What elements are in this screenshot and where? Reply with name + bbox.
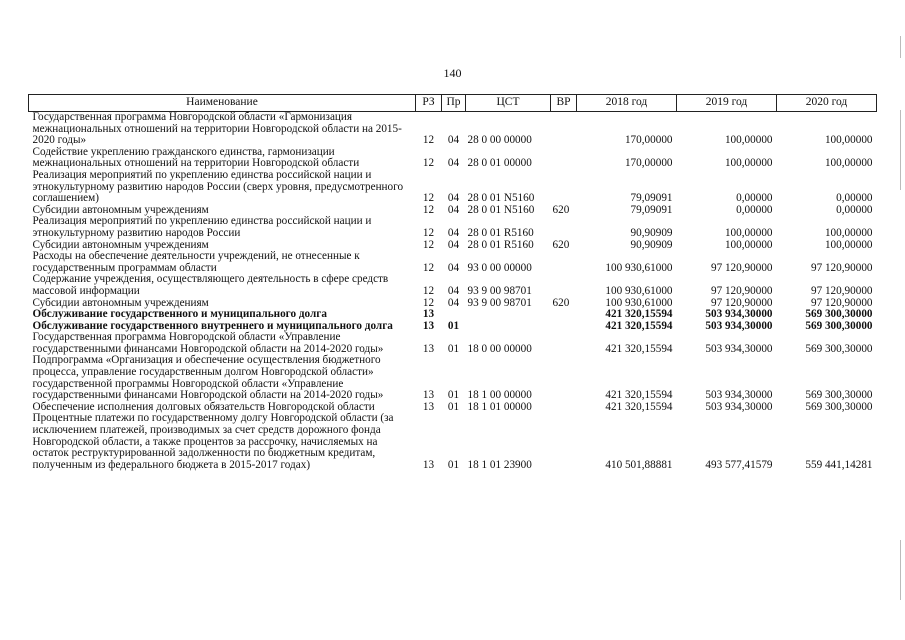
cell-y2020: 569 300,30000 xyxy=(805,389,873,402)
cell-y2019: 493 577,41579 xyxy=(705,458,773,471)
cell-y2018: 421 320,15594 xyxy=(605,389,673,402)
cell-rz: 13 xyxy=(422,458,435,471)
cell-y2018: 90,90909 xyxy=(630,238,673,251)
cell-y2019: 0,00000 xyxy=(736,192,773,205)
table-row xyxy=(29,309,877,321)
page-number: 140 xyxy=(443,66,462,80)
cell-y2019: 503 934,30000 xyxy=(705,400,773,413)
cell-y2018: 79,09091 xyxy=(630,192,673,205)
cell-pr xyxy=(442,309,466,321)
cell-pr: 04 xyxy=(447,157,460,170)
cell-y2018: 170,00000 xyxy=(624,157,673,170)
cell-pr: 04 xyxy=(447,238,460,251)
cell-rz: 13 xyxy=(422,389,435,402)
cell-pr: 01 xyxy=(447,458,460,471)
cell-cst: 28 0 01 R5160 xyxy=(467,238,534,251)
cell-pr: 04 xyxy=(447,284,460,297)
scan-mark xyxy=(900,36,901,58)
header-cst: ЦСТ xyxy=(466,95,551,112)
cell-cst: 28 0 01 R5160 xyxy=(467,226,534,239)
cell-name: Обеспечение исполнения долговых обязательств Новгородской области xyxy=(32,400,375,413)
cell-rz: 13 xyxy=(422,342,435,355)
cell-rz: 13 xyxy=(422,319,435,332)
cell-cst: 28 0 01 00000 xyxy=(467,157,532,170)
cell-name: Процентные платежи по государственному долгу Новгородской области (за исключением платежей, производимых за счет средств дорожного фонда Новгородской области, а также процентов за рассрочку, начисляемых на остаток реструктурированной задолженности по бюджетным кредитам, полученным из федерального бюджета в 2015-2017 годах) xyxy=(32,412,394,471)
cell-vr xyxy=(551,355,577,401)
table-row xyxy=(29,170,877,205)
budget-table xyxy=(28,94,877,471)
cell-rz: 12 xyxy=(422,284,435,297)
cell-cst: 18 0 00 00000 xyxy=(467,342,532,355)
table-row xyxy=(29,413,877,471)
cell-vr xyxy=(551,251,577,274)
cell-y2020: 559 441,14281 xyxy=(805,458,873,471)
cell-y2020: 569 300,30000 xyxy=(805,308,873,321)
cell-y2018: 79,09091 xyxy=(630,203,673,216)
cell-y2020: 100,00000 xyxy=(824,226,873,239)
table-row xyxy=(29,355,877,401)
cell-y2018: 421 320,15594 xyxy=(605,319,673,332)
cell-y2020: 100,00000 xyxy=(824,157,873,170)
scan-mark xyxy=(900,110,901,190)
cell-pr: 01 xyxy=(447,400,460,413)
cell-y2019: 503 934,30000 xyxy=(705,389,773,402)
cell-y2020: 569 300,30000 xyxy=(805,342,873,355)
cell-name: Государственная программа Новгородской области «Гармонизация межнациональных отношений на территории Новгородской области на 2015-2020 годы» xyxy=(32,111,402,147)
cell-rz: 13 xyxy=(422,308,435,321)
cell-y2020: 100,00000 xyxy=(824,134,873,147)
cell-y2019: 97 120,90000 xyxy=(710,284,773,297)
cell-y2020: 97 120,90000 xyxy=(810,261,873,274)
cell-y2018: 410 501,88881 xyxy=(605,458,673,471)
cell-y2019: 100,00000 xyxy=(724,157,773,170)
cell-pr: 04 xyxy=(447,134,460,147)
cell-rz: 13 xyxy=(422,400,435,413)
header-pr: Пр xyxy=(442,95,466,112)
cell-vr: 620 xyxy=(552,203,570,216)
cell-vr xyxy=(551,309,577,321)
cell-pr: 01 xyxy=(447,319,460,332)
cell-name: Государственная программа Новгородской области «Управление государственными финансами Новгородской области на 2014-2020 годы» xyxy=(32,331,384,355)
cell-y2018: 421 320,15594 xyxy=(605,308,673,321)
cell-pr: 04 xyxy=(447,296,460,309)
cell-vr xyxy=(551,112,577,147)
table-body xyxy=(29,112,877,472)
cell-vr xyxy=(551,402,577,414)
cell-y2019: 503 934,30000 xyxy=(705,319,773,332)
cell-vr xyxy=(551,147,577,170)
cell-y2019: 97 120,90000 xyxy=(710,261,773,274)
header-2020: 2020 год xyxy=(777,95,877,112)
cell-cst: 93 9 00 98701 xyxy=(467,296,532,309)
cell-y2018: 170,00000 xyxy=(624,134,673,147)
cell-y2019: 100,00000 xyxy=(724,134,773,147)
cell-y2018: 100 930,61000 xyxy=(605,284,673,297)
table-row xyxy=(29,112,877,147)
cell-name: Обслуживание государственного и муниципального долга xyxy=(32,308,327,321)
cell-y2020: 97 120,90000 xyxy=(810,284,873,297)
cell-y2018: 100 930,61000 xyxy=(605,261,673,274)
cell-y2019: 100,00000 xyxy=(724,238,773,251)
cell-y2019: 503 934,30000 xyxy=(705,342,773,355)
cell-cst: 28 0 00 00000 xyxy=(467,134,532,147)
scan-mark xyxy=(900,540,901,600)
cell-rz: 12 xyxy=(422,238,435,251)
cell-rz: 12 xyxy=(422,261,435,274)
cell-pr: 01 xyxy=(447,342,460,355)
cell-name: Расходы на обеспечение деятельности учреждений, не отнесенные к государственным программам области xyxy=(32,250,360,274)
header-rz: РЗ xyxy=(416,95,442,112)
header-2019: 2019 год xyxy=(677,95,777,112)
cell-name: Реализация мероприятий по укреплению единства российской нации и этнокультурному развитию народов России xyxy=(32,215,372,239)
cell-cst: 18 1 01 00000 xyxy=(467,400,532,413)
cell-y2020: 97 120,90000 xyxy=(810,296,873,309)
header-vr: ВР xyxy=(551,95,577,112)
cell-vr xyxy=(551,274,577,297)
cell-name: Подпрограмма «Организация и обеспечение осуществления бюджетного процесса, управление государственным долгом Новгородской области» государственной программы Новгородской области «Управление государственными финансами Новгородской области на 2014-2020 годы» xyxy=(32,354,384,402)
cell-name: Реализация мероприятий по укреплению единства российской нации и этнокультурному развитию народов России (сверх уровня, предусмотренного соглашением) xyxy=(32,168,404,205)
cell-vr xyxy=(551,413,577,471)
cell-y2018: 421 320,15594 xyxy=(605,342,673,355)
cell-name: Содействие укреплению гражданского единства, гармонизации межнациональных отношений на территории Новгородской области xyxy=(32,145,360,170)
table-header xyxy=(29,95,877,112)
cell-pr: 04 xyxy=(447,226,460,239)
cell-y2019: 503 934,30000 xyxy=(705,308,773,321)
table-row xyxy=(29,332,877,355)
table-row xyxy=(29,147,877,170)
cell-pr: 04 xyxy=(447,261,460,274)
cell-vr: 620 xyxy=(552,296,570,309)
cell-y2020: 0,00000 xyxy=(836,203,873,216)
cell-y2018: 421 320,15594 xyxy=(605,400,673,413)
table-row xyxy=(29,274,877,297)
cell-name: Субсидии автономным учреждениям xyxy=(32,203,209,216)
cell-rz: 12 xyxy=(422,226,435,239)
cell-vr xyxy=(551,321,577,333)
cell-cst: 28 0 01 N5160 xyxy=(467,192,535,205)
cell-rz: 12 xyxy=(422,157,435,170)
cell-pr: 04 xyxy=(447,203,460,216)
cell-pr: 01 xyxy=(447,389,460,402)
cell-cst: 93 9 00 98701 xyxy=(467,284,532,297)
cell-cst: 18 1 01 23900 xyxy=(467,458,532,471)
cell-cst: 18 1 00 00000 xyxy=(467,389,532,402)
cell-name: Субсидии автономным учреждениям xyxy=(32,296,209,309)
cell-vr: 620 xyxy=(552,238,570,251)
cell-vr xyxy=(551,332,577,355)
cell-name: Обслуживание государственного внутреннего и муниципального долга xyxy=(32,319,393,332)
cell-y2019: 97 120,90000 xyxy=(710,296,773,309)
cell-name: Субсидии автономным учреждениям xyxy=(32,238,209,251)
cell-rz: 12 xyxy=(422,134,435,147)
cell-name: Содержание учреждения, осуществляющего деятельность в сфере средств массовой информации xyxy=(32,273,389,297)
table-row xyxy=(29,251,877,274)
cell-y2020: 100,00000 xyxy=(824,238,873,251)
cell-y2020: 0,00000 xyxy=(836,192,873,205)
cell-cst xyxy=(466,309,551,321)
cell-y2018: 90,90909 xyxy=(630,226,673,239)
header-2018: 2018 год xyxy=(577,95,677,112)
cell-y2019: 0,00000 xyxy=(736,203,773,216)
table-row xyxy=(29,216,877,239)
cell-y2020: 569 300,30000 xyxy=(805,400,873,413)
cell-cst: 93 0 00 00000 xyxy=(467,261,532,274)
cell-y2018: 100 930,61000 xyxy=(605,296,673,309)
cell-rz: 12 xyxy=(422,203,435,216)
cell-vr xyxy=(551,216,577,239)
cell-cst xyxy=(466,321,551,333)
cell-y2019: 100,00000 xyxy=(724,226,773,239)
cell-cst: 28 0 01 N5160 xyxy=(467,203,535,216)
cell-y2020: 569 300,30000 xyxy=(805,319,873,332)
header-name: Наименование xyxy=(29,95,416,112)
cell-rz: 12 xyxy=(422,296,435,309)
cell-pr: 04 xyxy=(447,192,460,205)
cell-vr xyxy=(551,170,577,205)
cell-rz: 12 xyxy=(422,192,435,205)
